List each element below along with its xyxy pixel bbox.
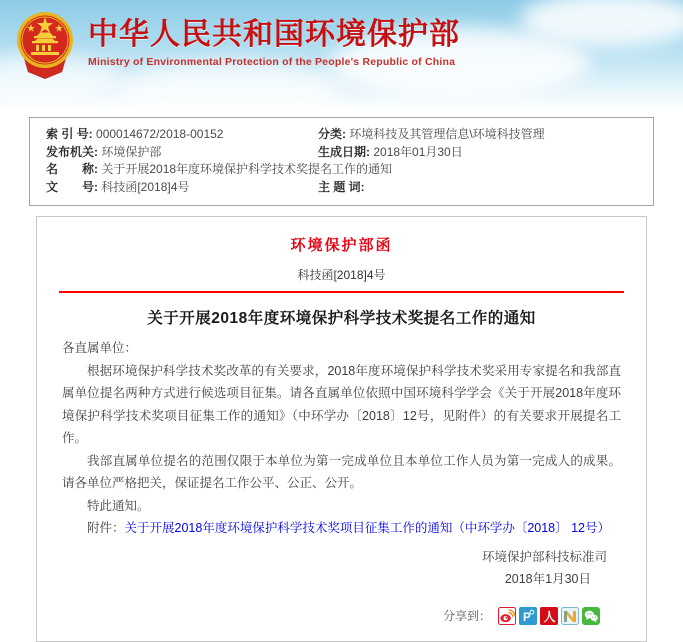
china-national-emblem-icon — [14, 10, 76, 80]
renren-icon[interactable] — [540, 607, 558, 625]
meta-label-index-number: 索 引 号: — [46, 127, 93, 141]
salutation: 各直属单位： — [62, 341, 138, 355]
share-bar — [37, 607, 646, 625]
meta-label-title: 名 称: — [46, 162, 98, 176]
signer-department: 环境保护部科技标准司 — [481, 549, 607, 564]
meta-value-title: 关于开展2018年度环境保护科学技术奖提名工作的通知 — [101, 162, 393, 176]
body-paragraph: 根据环境保护科学技术奖改革的有关要求，2018年度环境保护科学技术奖采用专家提名和我部直属单位提名两种方式进行候选项目征集。请各直属单位依照中国环境科学学会《关于开展2018年度环境保护科学技术奖项目征集工作的通知》（中环学办〔2018〕12号，见附件）的有关要求开展提名工作。 — [62, 363, 621, 445]
sina-weibo-icon[interactable] — [498, 607, 516, 625]
meta-label-category: 分类: — [318, 127, 346, 141]
red-divider-line — [59, 291, 624, 293]
body-paragraph: 特此通知。 — [87, 498, 150, 513]
meta-value-issuing-agency: 环境保护部 — [101, 144, 162, 159]
meta-value-date-generated: 2018年01月30日 — [373, 144, 463, 159]
site-header — [0, 0, 683, 110]
share-label: 分享到： — [442, 609, 491, 623]
meta-value-doc-number: 科技函[2018]4号 — [101, 179, 190, 194]
attachment-line — [62, 517, 621, 540]
svg-text:人: 人 — [543, 609, 556, 624]
body-paragraph: 我部直属单位提名的范围仅限于本单位为第一完成单位且本单位工作人员为第一完成人的成果。请各单位严格把关，保证提名工作公平、公正、公开。 — [62, 453, 621, 490]
document-body — [37, 328, 646, 591]
ministry-title-en: Ministry of Environmental Protection of the People's Republic of China — [88, 56, 456, 68]
meta-value-index-number: 000014672/2018-00152 — [96, 127, 224, 141]
svg-text:P: P — [523, 611, 531, 624]
meta-row — [46, 179, 637, 197]
letterhead-title: 环境保护部函 — [290, 237, 393, 254]
meta-row — [46, 161, 637, 179]
attachment-label: 附件： — [87, 521, 125, 535]
wechat-icon[interactable] — [582, 607, 600, 625]
signature-date: 2018年1月30日 — [504, 572, 591, 586]
tencent-pengyou-icon[interactable] — [519, 607, 537, 625]
official-document-panel — [36, 216, 647, 642]
meta-value-category: 环境科技及其管理信息\环境科技管理 — [349, 127, 545, 141]
meta-label-issuing-agency: 发布机关: — [46, 144, 98, 159]
meta-label-doc-number: 文 号: — [46, 179, 98, 194]
meta-label-date-generated: 生成日期: — [318, 144, 370, 159]
signature-block — [62, 546, 621, 591]
netease-weibo-icon[interactable] — [561, 607, 579, 625]
document-number: 科技函[2018]4号 — [297, 268, 386, 282]
ministry-title-cn: 中华人民共和国环境保护部 — [88, 18, 460, 51]
document-title: 关于开展2018年度环境保护科学技术奖提名工作的通知 — [147, 310, 536, 327]
meta-row — [46, 144, 637, 162]
meta-row — [46, 126, 637, 144]
attachment-link[interactable]: 关于开展2018年度环境保护科学技术奖项目征集工作的通知（中环学办〔2018〕 12号） — [124, 521, 611, 535]
document-metadata-panel — [29, 117, 654, 206]
meta-label-keywords: 主 题 词: — [318, 179, 365, 194]
